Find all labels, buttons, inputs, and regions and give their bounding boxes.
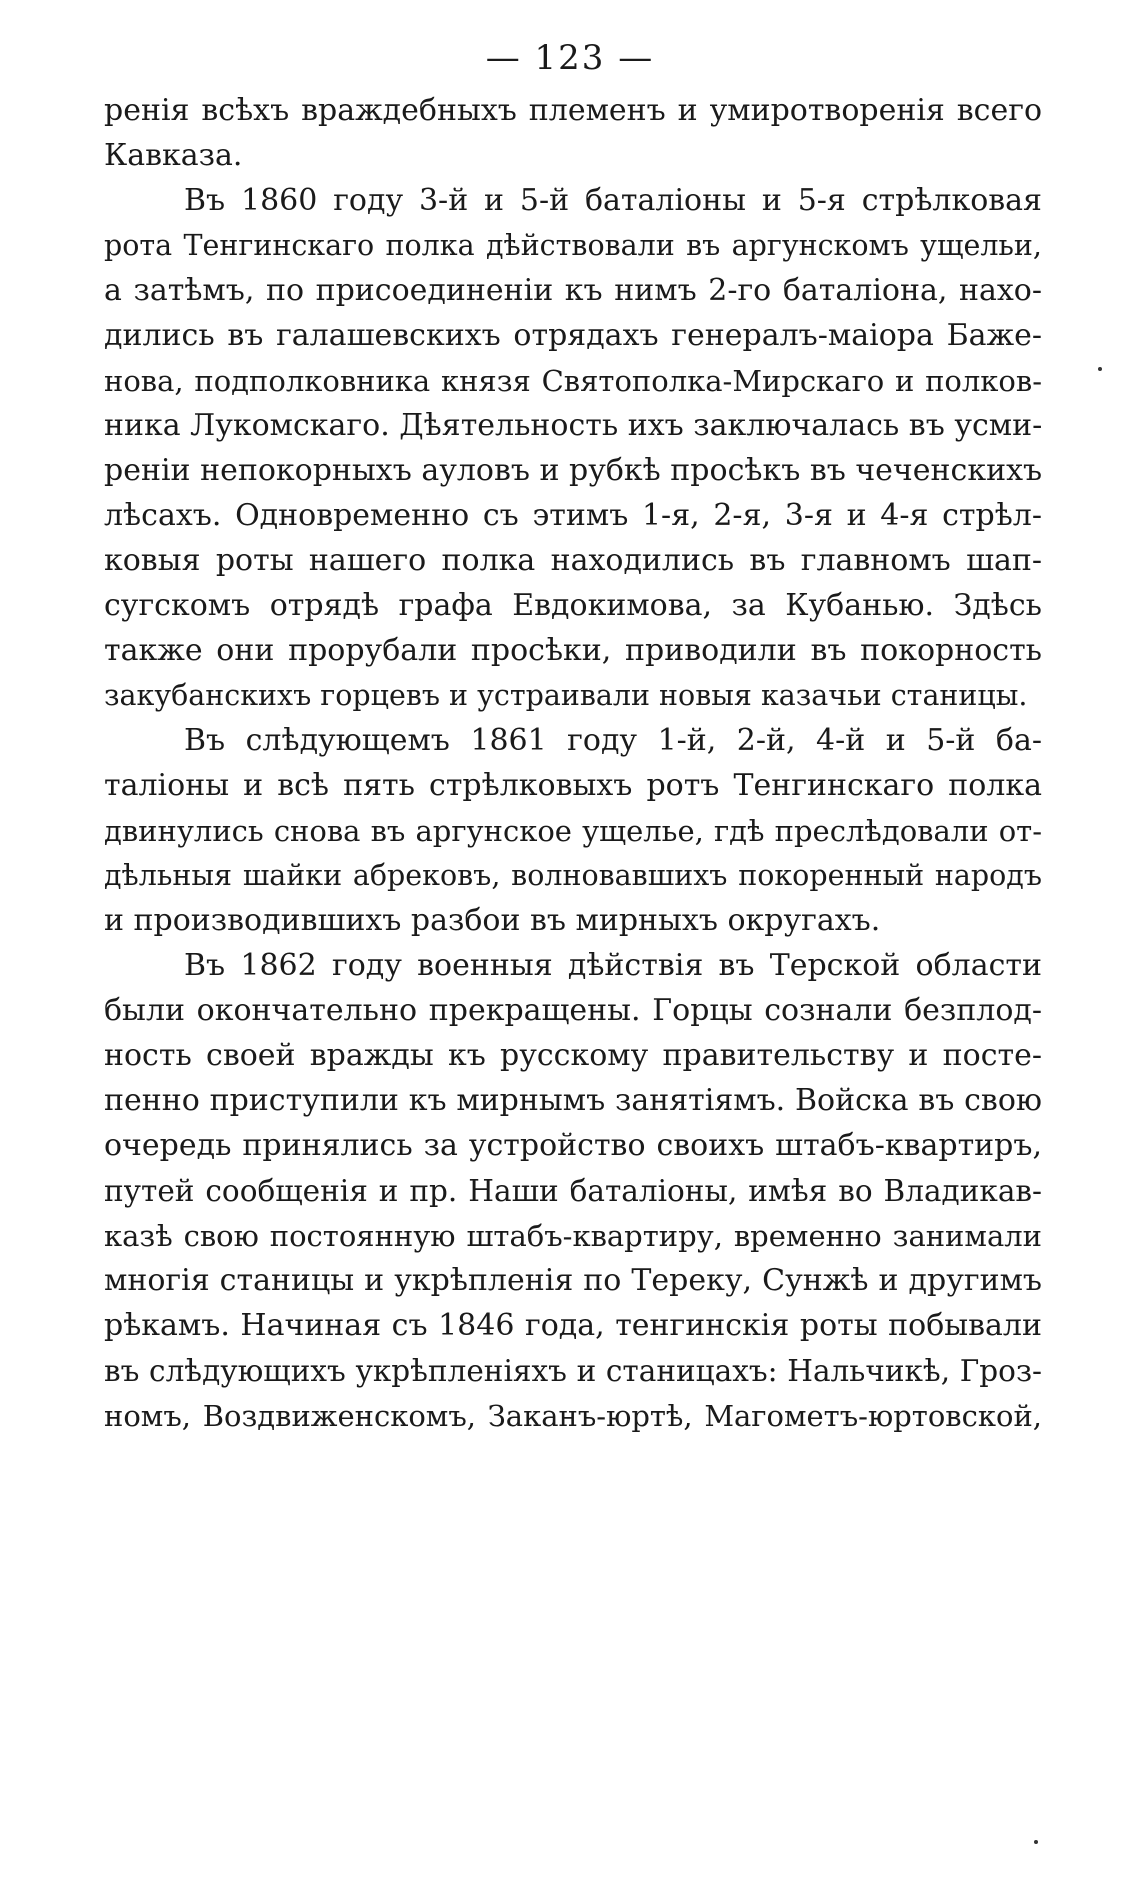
- text-line: лѣсахъ. Одновременно съ этимъ 1-я, 2-я, 3-я и 4-я стрѣл-: [104, 498, 1042, 533]
- text-line: были окончательно прекращены. Горцы сознали безплод-: [104, 993, 1042, 1028]
- text-line: сугскомъ отрядѣ графа Евдокимова, за Кубанью. Здѣсь: [104, 588, 1042, 623]
- text-line: реніи непокорныхъ ауловъ и рубкѣ просѣкъ въ чеченскихъ: [104, 453, 1043, 488]
- text-line: дились въ галашевскихъ отрядахъ генералъ-маіора Баже-: [104, 318, 1042, 353]
- scan-speck: [1098, 367, 1102, 371]
- text-line: многія станицы и укрѣпленія по Тереку, Сунжѣ и другимъ: [104, 1263, 1042, 1298]
- text-line: нова, подполковника князя Святополка-Мирскаго и полков-: [104, 364, 1042, 398]
- text-line: дѣльныя шайки абрековъ, волновавшихъ покоренный народъ: [104, 859, 1042, 892]
- scan-speck: [1034, 1840, 1038, 1844]
- text-line: также они прорубали просѣки, приводили въ покорность: [104, 633, 1042, 668]
- text-line: ника Лукомскаго. Дѣятельность ихъ заключалась въ усми-: [104, 408, 1043, 443]
- text-line: рота Тенгинскаго полка дѣйствовали въ аргунскомъ ущельи,: [104, 229, 1042, 262]
- text-line: а затѣмъ, по присоединеніи къ нимъ 2-го баталіона, нахо-: [104, 273, 1042, 308]
- text-line: очередь принялись за устройство своихъ штабъ-квартиръ,: [104, 1128, 1042, 1163]
- text-line: въ слѣдующихъ укрѣпленіяхъ и станицахъ: Нальчикѣ, Гроз-: [104, 1354, 1042, 1388]
- text-line: ность своей вражды къ русскому правительству и посте-: [104, 1038, 1042, 1073]
- text-line: номъ, Воздвиженскомъ, Заканъ-юртѣ, Магометъ-юртовской,: [104, 1399, 1042, 1433]
- page-number: — 123 —: [485, 38, 655, 78]
- text-line: Въ 1862 году военныя дѣйствія въ Терской области: [184, 948, 1042, 983]
- text-line: пенно приступили къ мирнымъ занятіямъ. Войска въ свою: [104, 1083, 1042, 1118]
- text-line: и производившихъ разбои въ мирныхъ округахъ.: [104, 903, 881, 938]
- text-line: закубанскихъ горцевъ и устраивали новыя казачьи станицы.: [104, 679, 1028, 712]
- text-line: ковыя роты нашего полка находились въ главномъ шап-: [104, 543, 1042, 578]
- text-line: ренія всѣхъ враждебныхъ племенъ и умиротворенія всего: [104, 93, 1042, 128]
- text-line: Въ 1860 году 3-й и 5-й баталіоны и 5-я стрѣлковая: [184, 183, 1042, 218]
- text-line: двинулись снова въ аргунское ущелье, гдѣ преслѣдовали от-: [104, 814, 1042, 848]
- text-line: путей сообщенія и пр. Наши баталіоны, имѣя во Владикав-: [104, 1174, 1042, 1208]
- text-line: Въ слѣдующемъ 1861 году 1-й, 2-й, 4-й и 5-й ба-: [184, 723, 1042, 758]
- text-line: Кавказа.: [104, 138, 243, 173]
- text-line: таліоны и всѣ пять стрѣлковыхъ ротъ Тенгинскаго полка: [104, 768, 1042, 803]
- text-line: рѣкамъ. Начиная съ 1846 года, тенгинскія роты побывали: [104, 1308, 1042, 1343]
- text-line: казѣ свою постоянную штабъ-квартиру, временно занимали: [104, 1219, 1042, 1253]
